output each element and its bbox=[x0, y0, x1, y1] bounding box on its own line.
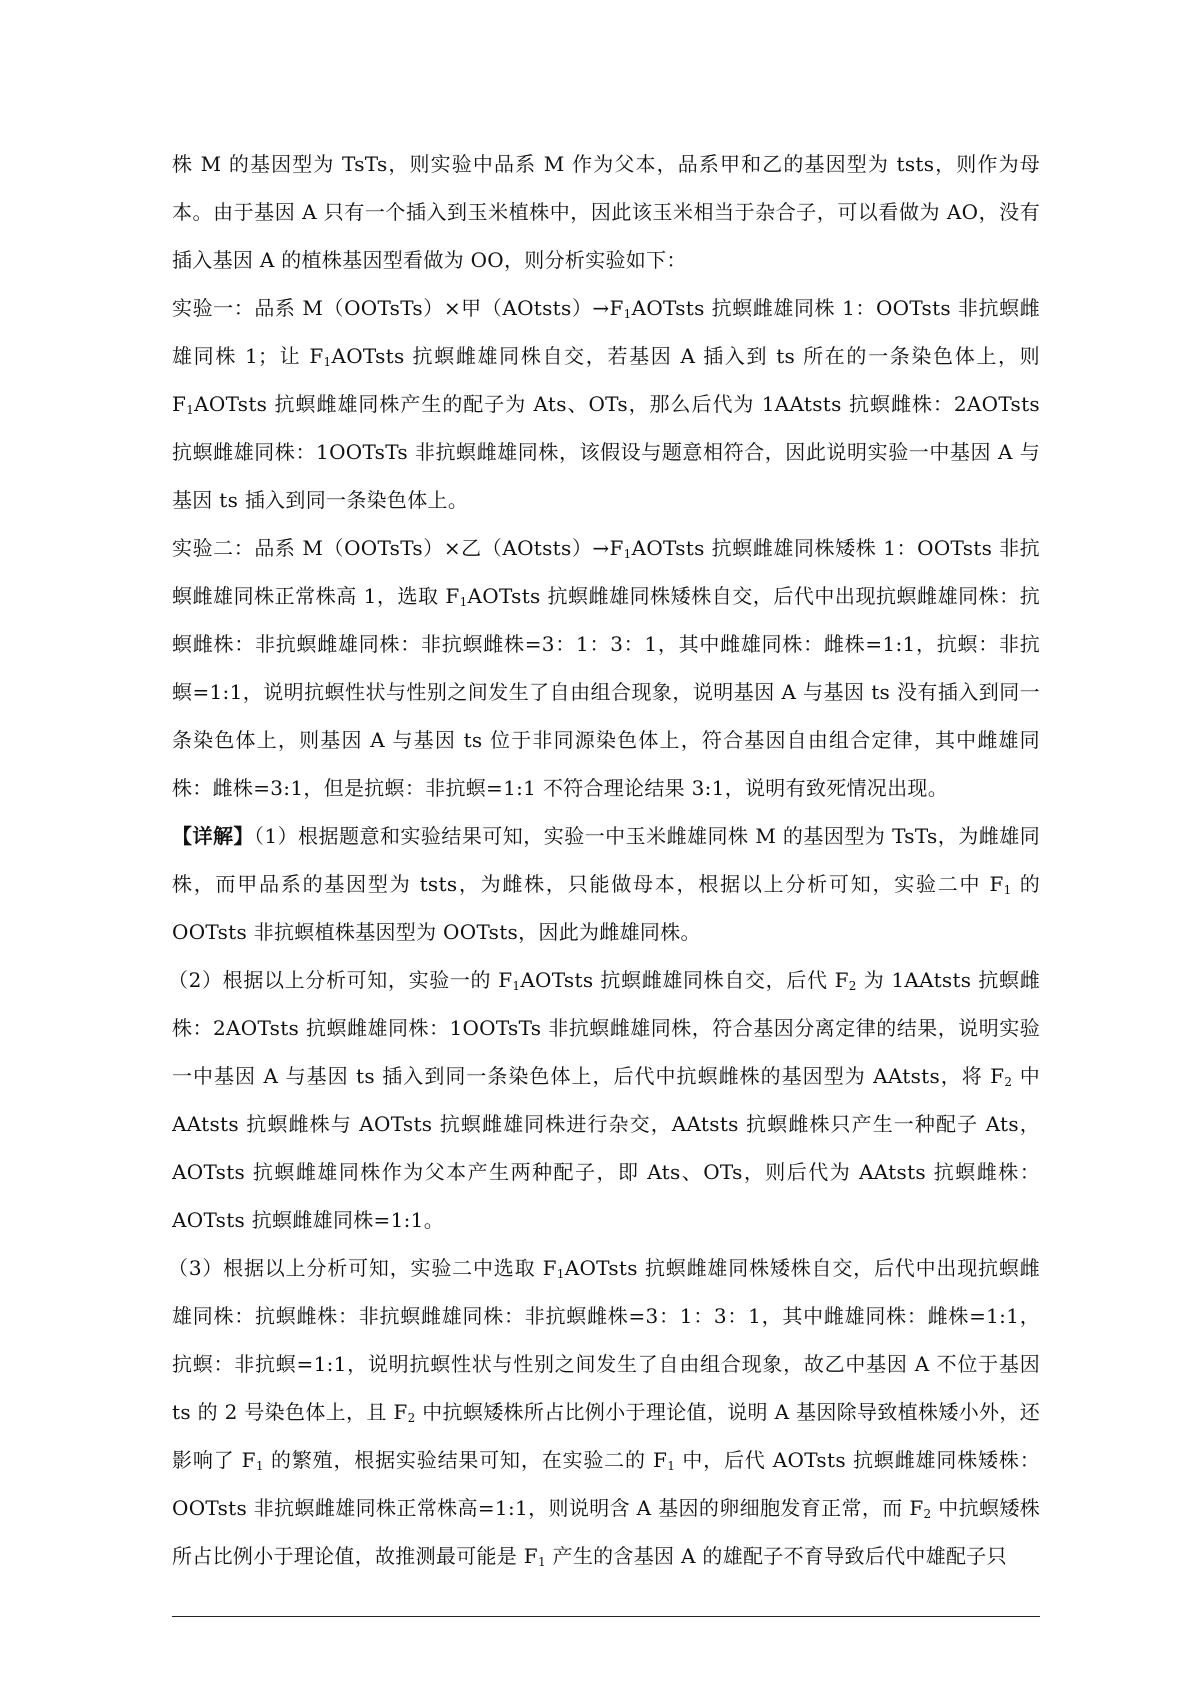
text-run: AOTsts 抗螟雌雄同株产生的配子为 Ats、OTs，那么后代为 1AAtsts 抗螟雌株：2AOTsts 抗螟雌雄同株：1OOTsTs 非抗螟雌雄同株，该假设与题意相符合，因此说明实验一中基因 A 与基因 ts 插入到同一条染色体上。 bbox=[172, 392, 1040, 512]
document-body bbox=[168, 140, 1040, 1580]
subscript: 2 bbox=[1004, 1075, 1013, 1089]
text-run: AOTsts 抗螟雌雄同株 1：OOTsts 非抗螟雌雄同株 1；让 F bbox=[172, 296, 1040, 368]
subscript: 1 bbox=[667, 1459, 676, 1473]
text-run: 产生的含基因 A 的雄配子不育导致后代中雄配子只 bbox=[545, 1544, 1007, 1568]
paragraph-experiment-one bbox=[172, 284, 1040, 524]
subscript: 2 bbox=[848, 979, 857, 993]
subscript: 1 bbox=[186, 403, 195, 417]
subscript: 2 bbox=[923, 1507, 932, 1521]
text-run: AOTsts 抗螟雌雄同株自交，后代 F bbox=[520, 968, 849, 992]
subscript: 1 bbox=[1003, 883, 1012, 897]
text-run: 中，后代 AOTsts 抗螟雌雄同株矮株：OOTsts 非抗螟雌雄同株正常株高=1:1，则说明含 A 基因的卵细胞发育正常，而 F bbox=[172, 1448, 1040, 1520]
text-run: 中 AAtsts 抗螟雌株与 AOTsts 抗螟雌雄同株进行杂交，AAtsts 抗螟雌株只产生一种配子 Ats，AOTsts 抗螟雌雄同株作为父本产生两种配子，即 Ats、OTs，则后代为 AAtsts 抗螟雌株：AOTsts 抗螟雌雄同株=1:1。 bbox=[172, 1064, 1040, 1232]
paragraph-analysis-intro bbox=[172, 140, 1040, 284]
text-run: AOTsts 抗螟雌雄同株自交，若基因 A 插入到 ts 所在的一条染色体上，则 F bbox=[172, 344, 1040, 416]
subscript: 1 bbox=[556, 1267, 565, 1281]
text-run: （2）根据以上分析可知，实验一的 F bbox=[168, 968, 513, 992]
text-run: 的繁殖，根据实验结果可知，在实验二的 F bbox=[263, 1448, 668, 1472]
text-run: 的 OOTsts 非抗螟植株基因型为 OOTsts，因此为雌雄同株。 bbox=[172, 872, 1040, 944]
text-run: 中抗螟矮株所占比例小于理论值，说明 A 基因除导致植株矮小外，还影响了 F bbox=[172, 1400, 1040, 1472]
text-run: （3）根据以上分析可知，实验二中选取 F bbox=[168, 1256, 557, 1280]
paragraph-detail-2 bbox=[168, 956, 1040, 1244]
text-run: 实验二：品系 M（OOTsTs）×乙（AOtsts）→F bbox=[172, 536, 624, 560]
footer-divider bbox=[172, 1616, 1040, 1617]
paragraph-detail-3 bbox=[168, 1244, 1040, 1580]
text-run: AOTsts 抗螟雌雄同株矮株自交，后代中出现抗螟雌雄同株：抗螟雌株：非抗螟雌雄同株：非抗螟雌株=3：1：3：1，其中雌雄同株：雌株=1:1，抗螟：非抗螟=1:1，说明抗螟性状与性别之间发生了自由组合现象，说明基因 A 与基因 ts 没有插入到同一条染色体上，则基因 A 与基因 ts 位于非同源染色体上，符合基因自由组合定律，其中雌雄同株：雌株=3:1，但是抗螟：非抗螟=1:1 不符合理论结果 3:1，说明有致死情况出现。 bbox=[172, 584, 1040, 800]
paragraph-detail-1 bbox=[172, 812, 1040, 956]
paragraph-experiment-two bbox=[172, 524, 1040, 812]
subscript: 1 bbox=[623, 307, 632, 321]
subscript: 1 bbox=[255, 1459, 264, 1473]
text-run: 株 M 的基因型为 TsTs，则实验中品系 M 作为父本，品系甲和乙的基因型为 tsts，则作为母本。由于基因 A 只有一个插入到玉米植株中，因此该玉米相当于杂合子，可以看做为 AO，没有插入基因 A 的植株基因型看做为 OO，则分析实验如下： bbox=[172, 152, 1040, 272]
subscript: 1 bbox=[323, 355, 332, 369]
detail-heading: 【详解】 bbox=[172, 824, 254, 848]
text-run: 中抗螟矮株所占比例小于理论值，故推测最可能是 F bbox=[172, 1496, 1040, 1568]
subscript: 1 bbox=[623, 547, 632, 561]
text-run: （1）根据题意和实验结果可知，实验一中玉米雌雄同株 M 的基因型为 TsTs，为雌雄同株，而甲品系的基因型为 tsts，为雌株，只能做母本，根据以上分析可知，实验二中 F bbox=[172, 824, 1040, 896]
text-run: AOTsts 抗螟雌雄同株矮株 1：OOTsts 非抗螟雌雄同株正常株高 1，选取 F bbox=[172, 536, 1040, 608]
subscript: 1 bbox=[459, 595, 468, 609]
text-run: 为 1AAtsts 抗螟雌株：2AOTsts 抗螟雌雄同株：1OOTsTs 非抗螟雌雄同株，符合基因分离定律的结果，说明实验一中基因 A 与基因 ts 插入到同一条染色体上，后代中抗螟雌株的基因型为 AAtsts，将 F bbox=[172, 968, 1040, 1088]
text-run: 实验一：品系 M（OOTsTs）×甲（AOtsts）→F bbox=[172, 296, 624, 320]
text-run: AOTsts 抗螟雌雄同株矮株自交，后代中出现抗螟雌雄同株：抗螟雌株：非抗螟雌雄同株：非抗螟雌株=3：1：3：1，其中雌雄同株：雌株=1:1，抗螟：非抗螟=1:1，说明抗螟性状与性别之间发生了自由组合现象，故乙中基因 A 不位于基因 ts 的 2 号染色体上，且 F bbox=[172, 1256, 1040, 1424]
subscript: 2 bbox=[407, 1411, 416, 1425]
subscript: 1 bbox=[512, 979, 521, 993]
subscript: 1 bbox=[537, 1555, 546, 1569]
